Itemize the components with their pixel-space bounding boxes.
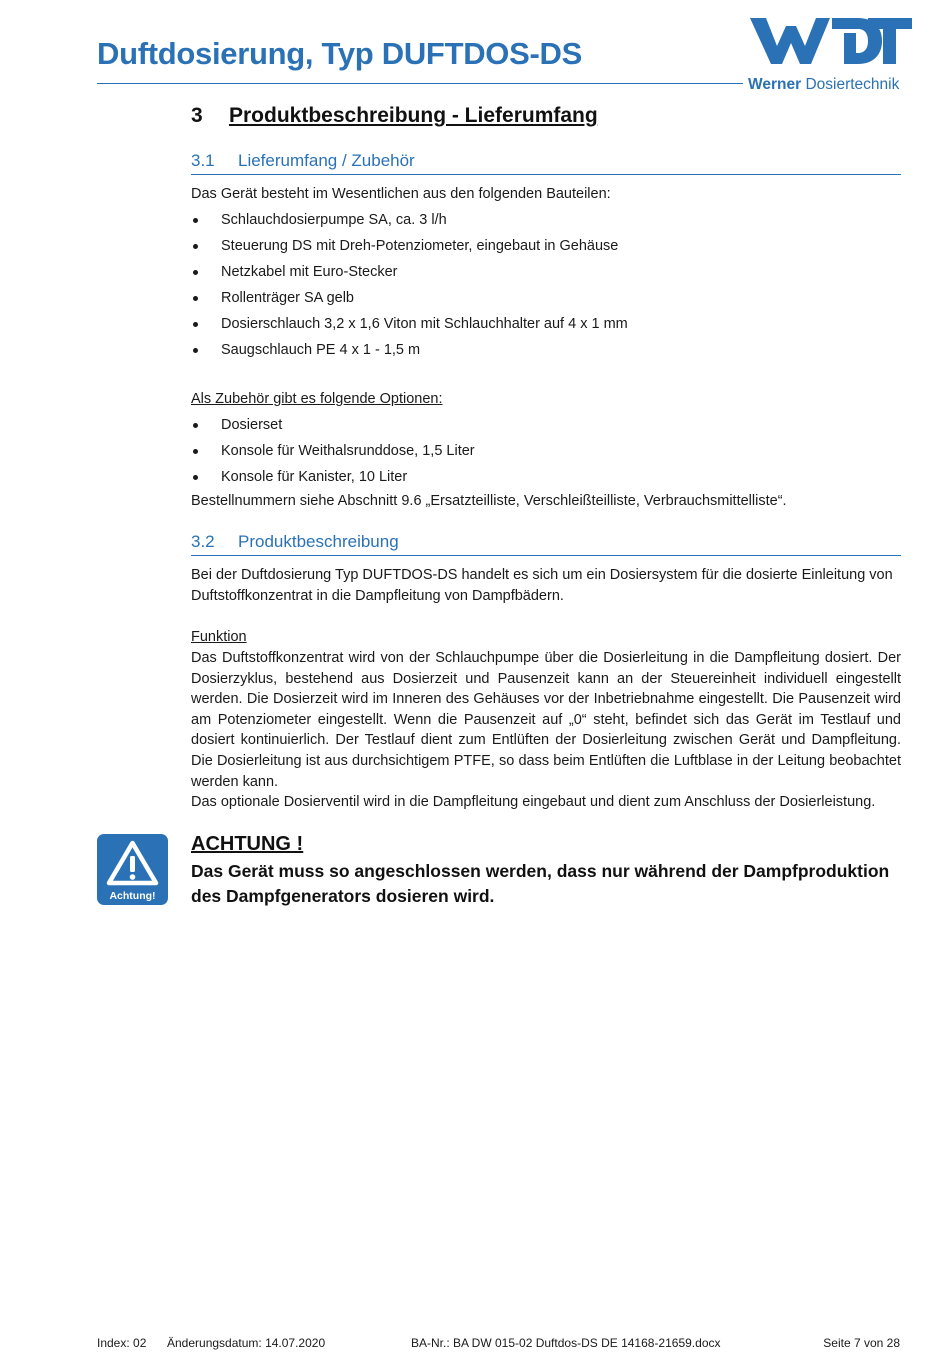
logo-wordmark [748,76,899,94]
bullet-icon [193,449,198,454]
bullet-icon [193,423,198,428]
section-title: Produktbeschreibung - Lieferumfang [229,104,598,127]
list-item: Konsole für Weithalsrunddose, 1,5 Liter [191,441,475,467]
footer-ba-number: BA-Nr.: BA DW 015-02 Duftdos-DS DE 14168-21659.docx [411,1336,721,1350]
bullet-icon [193,218,198,223]
list-item: Dosierset [191,415,475,441]
list-item: Rollenträger SA gelb [191,288,628,314]
warning-icon [97,834,168,905]
bullet-icon [193,322,198,327]
footer-change-date: Änderungsdatum: 14.07.2020 [167,1336,326,1350]
warning-title: ACHTUNG ! [191,833,304,855]
section-number: 3 [191,104,203,127]
accessories-heading: Als Zubehör gibt es folgende Optionen: [191,391,443,407]
bullet-icon [193,270,198,275]
subsection-number: 3.1 [191,151,215,170]
parts-intro: Das Gerät besteht im Wesentlichen aus den folgenden Bauteilen: [191,186,611,202]
function-text: Das Duftstoffkonzentrat wird von der Schlauchpumpe über die Dosierleitung in die Dampfleitung dosiert. Der Dosierzyklus, bestehend aus Dosierzeit und Pausenzeit kann an der Steuereinheit individuell eingestellt werden. Die Dosierzeit wird im Inneren des Gehäuses vor der Inbetriebnahme eingestellt. Die Pausenzeit wird am Potenziometer eingestellt. Wenn die Pausenzeit auf „0“ steht, befindet sich das Gerät im Testlauf und dosiert kontinuierlich. Der Testlauf dient zum Entlüften der Dosierleitung zwischen Gerät und Dampfleitung. Die Dosierleitung ist aus durchsichtigem PTFE, so dass beim Entlüften die Luftblase in der Leitung beobachtet werden kann. [191,650,901,790]
warning-icon-label: Achtung! [109,890,156,902]
subsection-title: Lieferumfang / Zubehör [238,151,415,170]
list-item: Steuerung DS mit Dreh-Potenziometer, eingebaut in Gehäuse [191,236,628,262]
document-title: Duftdosierung, Typ DUFTDOS-DS [97,36,582,71]
section-3-2-heading [191,532,901,556]
footer-index: Index: 02 [97,1336,147,1350]
footer-page-number: Seite 7 von 28 [823,1336,900,1350]
list-item: Dosierschlauch 3,2 x 1,6 Viton mit Schlauchhalter auf 4 x 1 mm [191,314,628,340]
list-item: Netzkabel mit Euro-Stecker [191,262,628,288]
bullet-icon [193,475,198,480]
logo-text-strong: Werner [748,76,802,93]
logo-text-regular: Dosiertechnik [805,76,900,93]
bullet-icon [193,296,198,301]
section-3-1-heading [191,151,901,175]
list-item: Konsole für Kanister, 10 Liter [191,467,475,493]
list-item: Saugschlauch PE 4 x 1 - 1,5 m [191,340,628,366]
subsection-title: Produktbeschreibung [238,532,399,551]
parts-list [191,210,628,366]
accessories-list [191,415,475,493]
header-divider [97,83,743,84]
company-logo [748,18,914,96]
bullet-icon [193,348,198,353]
function-heading: Funktion [191,629,247,645]
order-number-note: Bestellnummern siehe Abschnitt 9.6 „Ersatzteilliste, Verschleißteilliste, Verbrauchsmittelliste“. [191,493,787,509]
bullet-icon [193,244,198,249]
warning-text: Das Gerät muss so angeschlossen werden, dass nur während der Dampfproduktion des Dampfgenerators dosieren wird. [191,861,890,906]
wdt-logo-icon [750,18,912,64]
list-item: Schlauchdosierpumpe SA, ca. 3 l/h [191,210,628,236]
valve-text: Das optionale Dosierventil wird in die Dampfleitung eingebaut und dient zum Anschluss der Dosierleistung. [191,794,876,810]
section-3-heading [191,104,598,128]
subsection-number: 3.2 [191,532,215,551]
product-description: Bei der Duftdosierung Typ DUFTDOS-DS handelt es sich um ein Dosiersystem für die dosierte Einleitung von Duftstoffkonzentrat in die Dampfleitung von Dampfbädern. [191,567,893,604]
